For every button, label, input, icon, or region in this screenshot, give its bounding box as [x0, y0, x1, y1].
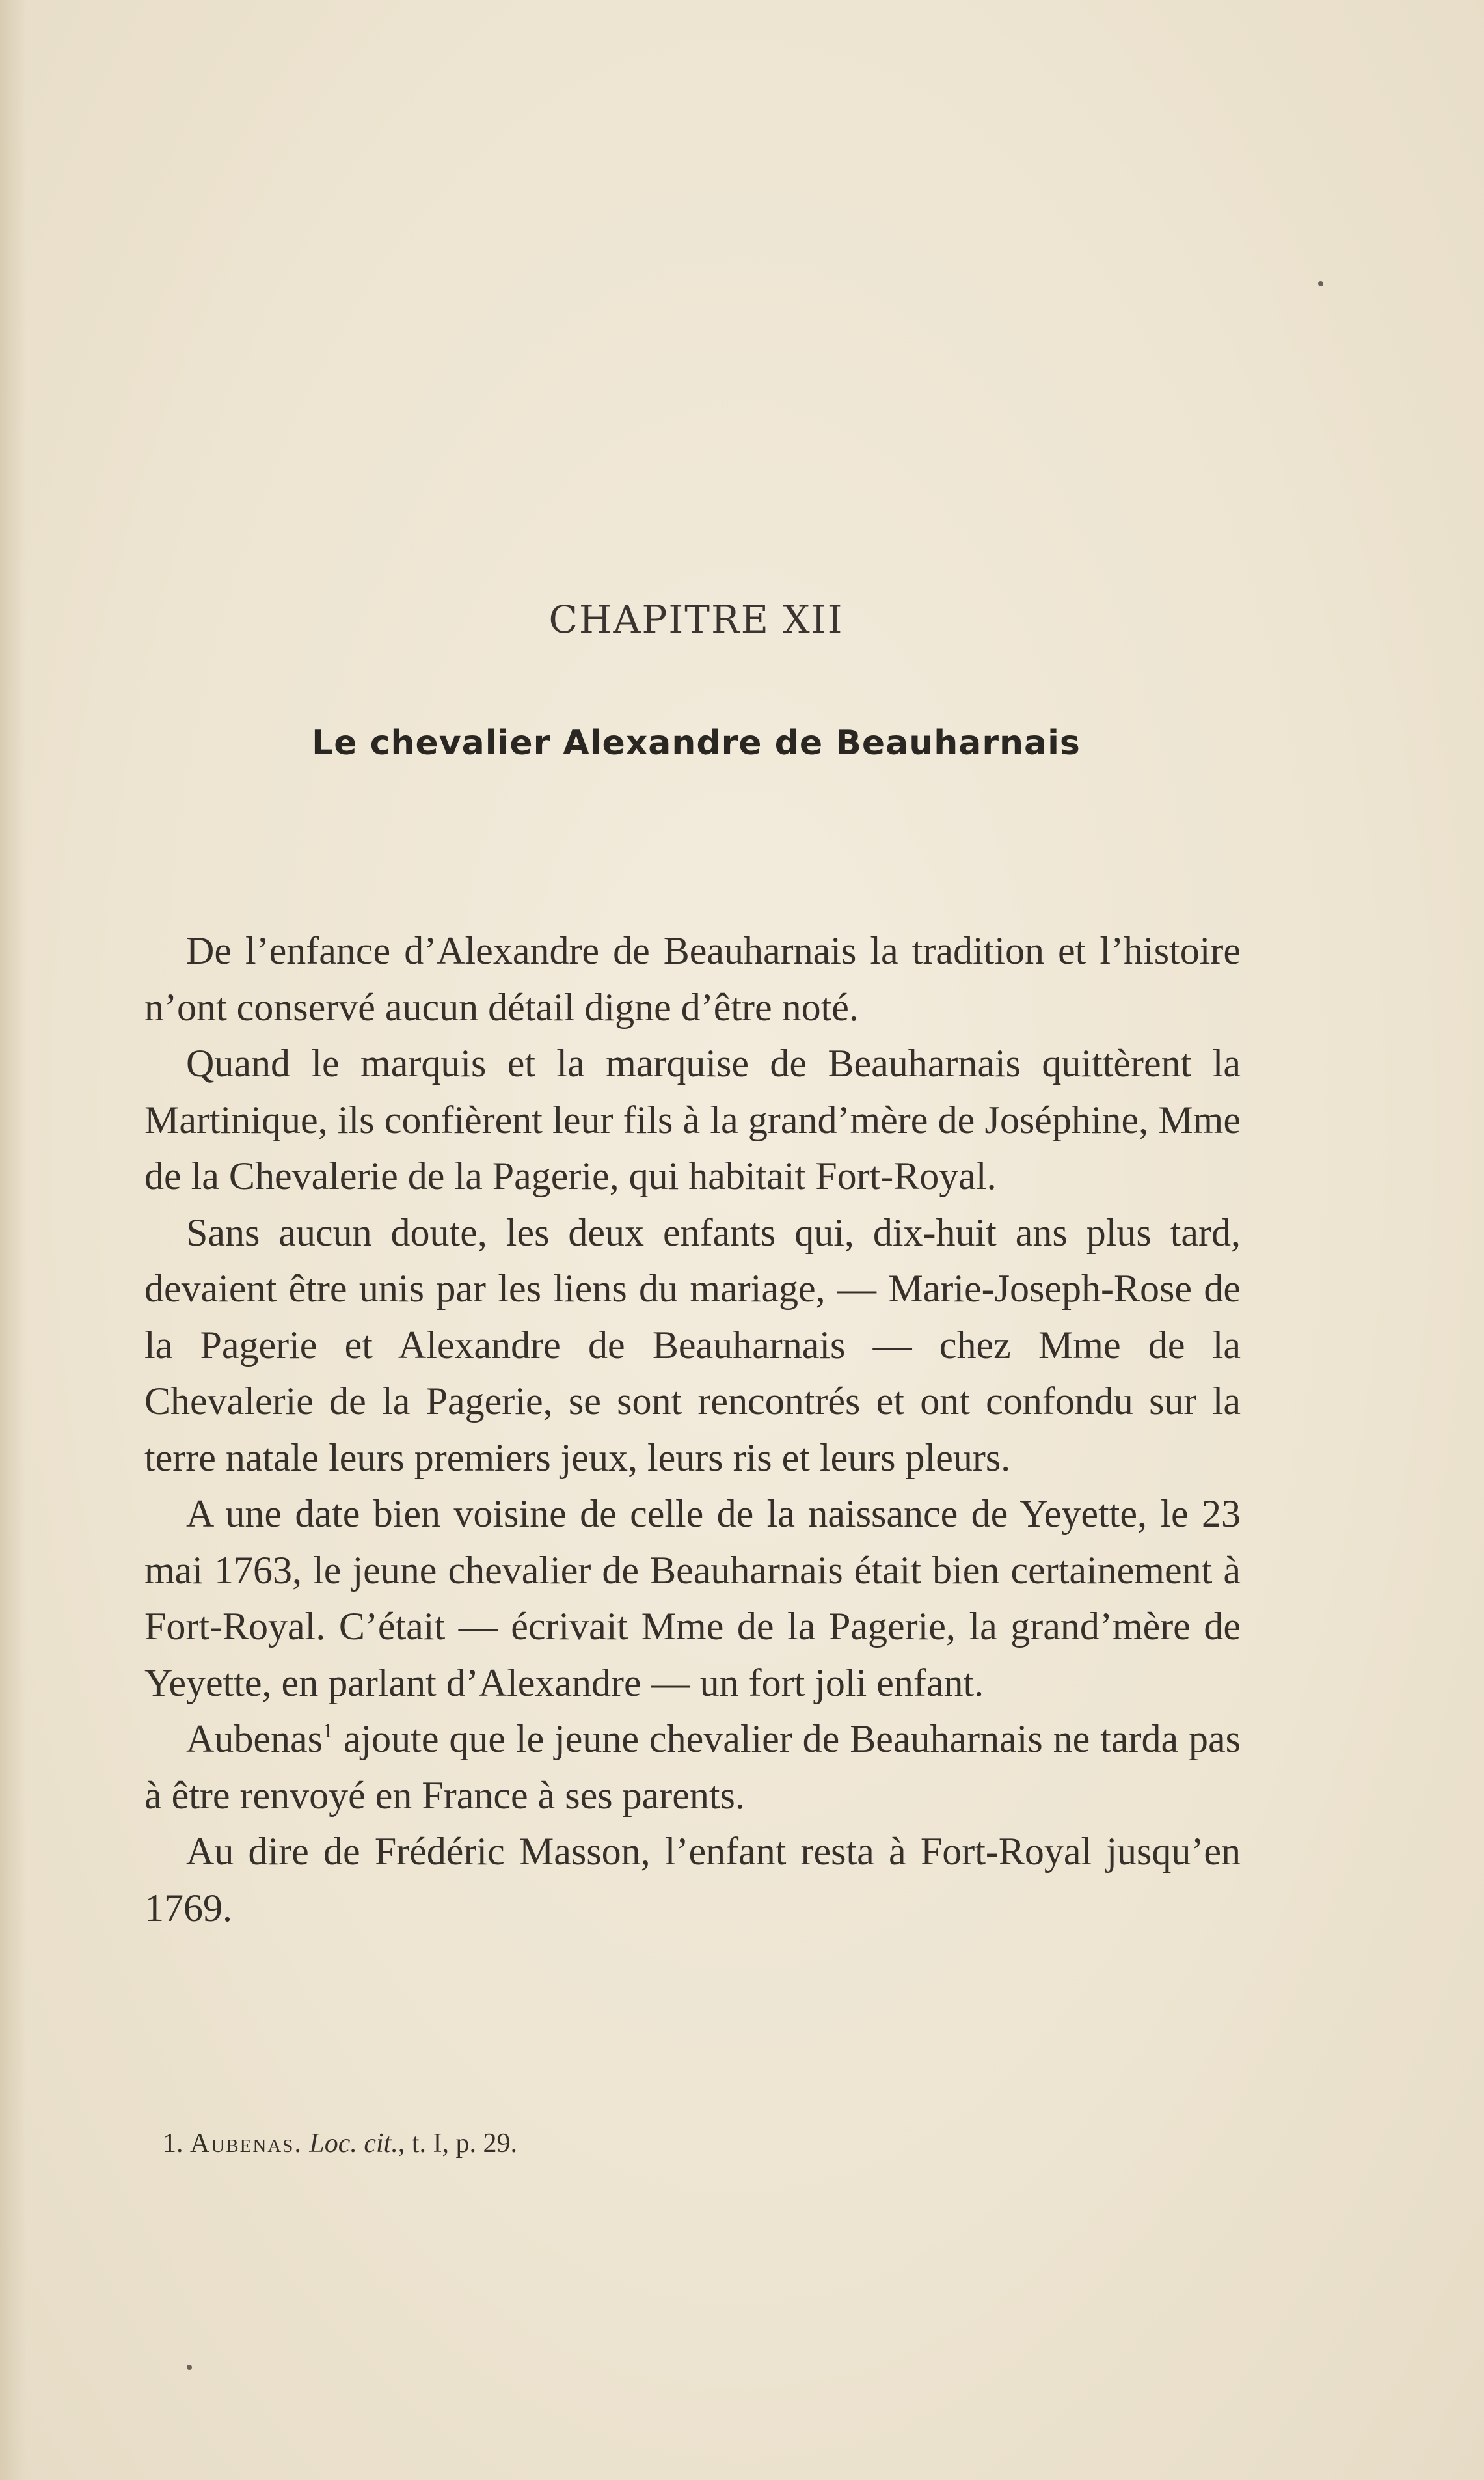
footnote-author: Aubenas. [190, 2129, 303, 2159]
paragraph-3: Sans aucun doute, les deux enfants qui, dix-huit ans plus tard, devaient être unis par les liens du mariage, — Marie-Joseph-Rose de la Pagerie et Alexandre de Beauharnais — chez Mme de la Chevalerie de la Pagerie, se sont rencontrés et ont confondu sur la terre natale leurs premiers jeux, leurs ris et leurs pleurs. [144, 1210, 1241, 1479]
paper-speck [187, 2365, 192, 2370]
page-edge-shadow [0, 0, 26, 2480]
paragraph-1: De l’enfance d’Alexandre de Beauharnais la tradition et l’histoire n’ont conservé aucun détail digne d’être noté. [144, 929, 1241, 1029]
chapter-title: CHAPITRE XII [548, 597, 844, 642]
paragraph-6: Au dire de Frédéric Masson, l’enfant resta à Fort-Royal jusqu’en 1769. [144, 1830, 1241, 1929]
paragraph-4: A une date bien voisine de celle de la naissance de Yeyette, le 23 mai 1763, le jeune chevalier de Beauharnais était bien certainement à Fort-Royal. C’était — écrivait Mme de la Pagerie, la grand’mère de Yeyette, en parlant d’Alexandre — un fort joli enfant. [144, 1492, 1241, 1704]
body-text [144, 923, 1241, 1936]
footnote-number: 1. [163, 2129, 183, 2159]
footnote-rest: , t. I, p. 29. [398, 2129, 517, 2159]
paragraph-5 [144, 1711, 1241, 1823]
paper-speck [1318, 281, 1323, 286]
paragraph-2: Quand le marquis et la marquise de Beauharnais quittèrent la Martinique, ils confièrent leur fils à la grand’mère de Joséphine, Mme de la Chevalerie de la Pagerie, qui habitait Fort-Royal. [144, 1042, 1241, 1197]
footnote [163, 2128, 517, 2159]
paragraph-5-text: ajoute que le jeune chevalier de Beauharnais ne tarda pas à être renvoyé en France à ses parents. [144, 1717, 1241, 1817]
chapter-subtitle: Le chevalier Alexandre de Beauharnais [312, 724, 1081, 763]
footnote-reference[interactable]: 1 [322, 1719, 333, 1742]
footnote-citation: Loc. cit. [309, 2129, 398, 2159]
paragraph-5-author: Aubenas [186, 1717, 323, 1760]
